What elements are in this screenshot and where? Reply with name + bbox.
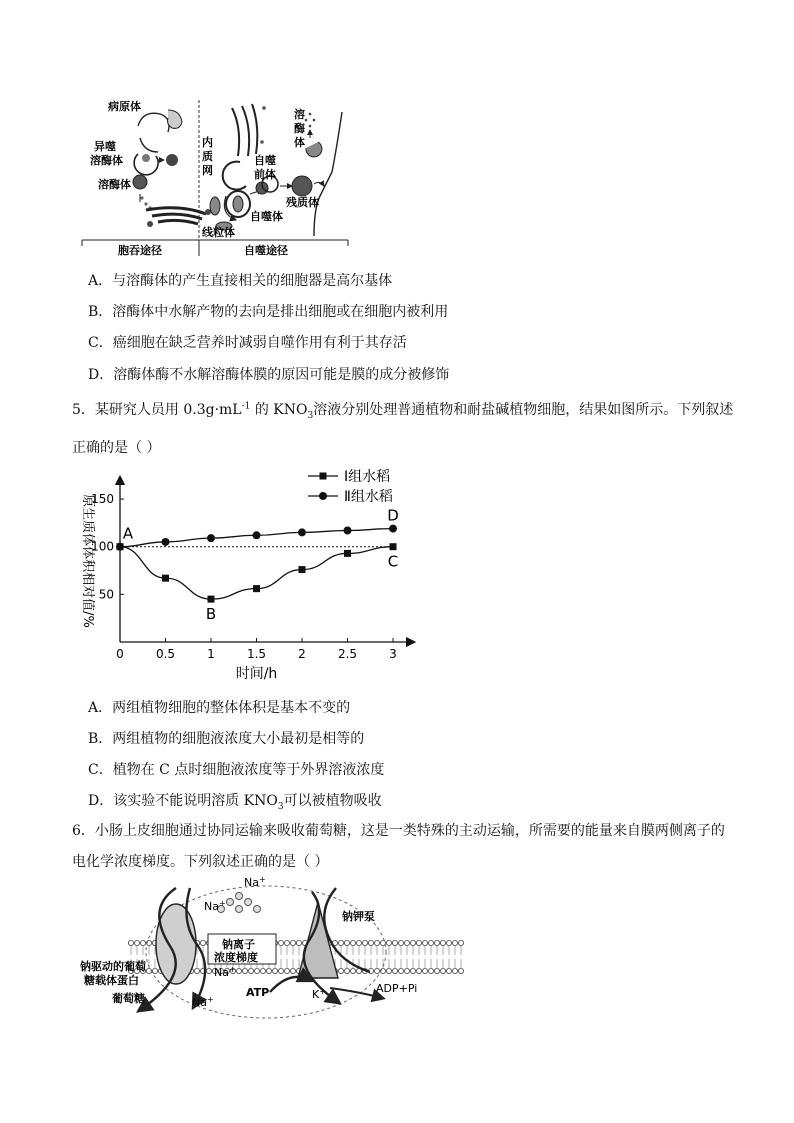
series-1-point — [344, 550, 351, 557]
label-na-cluster: Na+ — [204, 899, 226, 913]
label-heterophagosome-2: 溶酶体 — [90, 154, 123, 167]
x-tick-label: 2 — [298, 647, 306, 661]
label-gradient-1: 钠离子 — [222, 938, 255, 951]
label-na-top: Na+ — [244, 875, 266, 889]
footer-autophagy: 自噬途径 — [244, 244, 288, 257]
x-tick-label: 1.5 — [246, 647, 267, 661]
q4-option-d: D．溶酶体酶不水解溶酶体膜的原因可能是膜的成分被修饰 — [88, 367, 450, 383]
q5-stem-line1: 5．某研究人员用 $0.3g\cdot mL^{-1}$ 的 $KNO_3$溶液分别处理普通植物和耐盐碱植物细胞，结果如图所示。下列叙述 — [72, 401, 734, 421]
label-heterophagosome-1: 异噬 — [94, 140, 116, 153]
label-er-3: 网 — [202, 164, 213, 177]
label-er-1: 内 — [202, 136, 213, 149]
q5-stem-line2: 正确的是（ ） — [72, 440, 161, 456]
label-lysosome-right-1: 溶 — [294, 108, 305, 121]
q6-stem-line1: 6．小肠上皮细胞通过协同运输来吸收葡萄糖，这是一类特殊的主动运输，所需要的能量来自膜两侧离子的 — [72, 823, 725, 839]
y-tick-label: 150 — [91, 492, 114, 507]
point-label-C: C — [387, 552, 399, 571]
q4-option-c: C．癌细胞在缺乏营养时减弱自噬作用有利于其存活 — [88, 335, 407, 351]
label-pre-autophagosome-1: 自噬 — [254, 154, 276, 167]
series-2-point — [298, 528, 306, 536]
label-autophagosome: 自噬体 — [250, 210, 283, 223]
label-na-k-pump: 钠钾泵 — [342, 910, 375, 923]
legend-label-2: Ⅱ组水稻 — [344, 489, 393, 505]
point-label-D: D — [387, 506, 399, 525]
y-axis-label: 原生质体体积相对值/% — [80, 494, 95, 628]
q4-option-a: A．与溶酶体的产生直接相关的细胞器是高尔基体 — [88, 273, 393, 289]
q6-stem-line2: 电化学浓度梯度。下列叙述正确的是（ ） — [72, 854, 329, 870]
footer-endocytosis: 胞吞途径 — [118, 244, 162, 257]
label-na-bottom: Na+ — [192, 995, 214, 1009]
label-mitochondria: 线粒体 — [202, 226, 235, 239]
q5-option-d: D．该实验不能说明溶质 $KNO_3$可以被植物吸收 — [88, 793, 382, 812]
series-1-point — [390, 543, 397, 550]
x-tick-label: 2.5 — [337, 647, 358, 661]
label-gradient-2: 浓度梯度 — [214, 951, 258, 964]
x-tick-label: 3 — [389, 647, 397, 661]
label-pathogen: 病原体 — [108, 100, 141, 113]
x-tick-label: 0.5 — [155, 647, 176, 661]
protoplast-volume-chart — [70, 462, 420, 692]
legend-marker-1 — [320, 473, 327, 480]
series-2-point — [207, 534, 215, 542]
label-k: K+ — [312, 987, 326, 1001]
label-carrier-1: 钠驱动的葡萄 — [80, 960, 146, 973]
label-er-2: 质 — [202, 150, 213, 163]
legend-marker-2 — [319, 492, 327, 500]
series-2-point — [116, 543, 124, 551]
label-pre-autophagosome-2: 前体 — [254, 168, 276, 181]
label-lysosome-left: 溶酶体 — [98, 178, 131, 191]
label-na-inner: Na+ — [214, 965, 236, 979]
y-tick-label: 100 — [91, 539, 114, 554]
q5-option-c: C．植物在 C 点时细胞液浓度等于外界溶液浓度 — [88, 762, 385, 778]
label-atp: ATP — [246, 986, 270, 999]
legend-label-1: Ⅰ组水稻 — [344, 469, 391, 485]
q5-option-a: A．两组植物细胞的整体体积是基本不变的 — [88, 700, 351, 716]
lysosome-pathway-figure — [80, 98, 350, 260]
label-lysosome-right-3: 体 — [294, 136, 305, 149]
label-residual-body: 残质体 — [286, 196, 319, 209]
label-carrier-2: 糖载体蛋白 — [84, 974, 139, 987]
label-glucose: 葡萄糖 — [112, 992, 145, 1005]
series-1-point — [299, 566, 306, 573]
point-label-A: A — [122, 524, 134, 543]
series-2-point — [162, 538, 170, 546]
x-axis-label: 时间/h — [235, 666, 278, 682]
series-2-point — [253, 531, 261, 539]
q5-option-b: B．两组植物的细胞液浓度大小最初是相等的 — [88, 731, 365, 747]
y-tick-label: 50 — [98, 587, 114, 602]
series-2-point — [389, 525, 397, 533]
point-label-B: B — [205, 605, 217, 624]
q4-option-b: B．溶酶体中水解产物的去向是排出细胞或在细胞内被利用 — [88, 304, 449, 320]
series-1-point — [162, 575, 169, 582]
x-tick-label: 1 — [207, 647, 215, 661]
series-2-point — [344, 527, 352, 535]
label-adp-pi: ADP+Pi — [376, 982, 418, 995]
series-1-point — [208, 596, 215, 603]
series-1-point — [253, 585, 260, 592]
label-lysosome-right-2: 酶 — [294, 122, 305, 135]
x-tick-label: 0 — [116, 647, 124, 661]
membrane-transport-figure — [80, 872, 580, 1022]
